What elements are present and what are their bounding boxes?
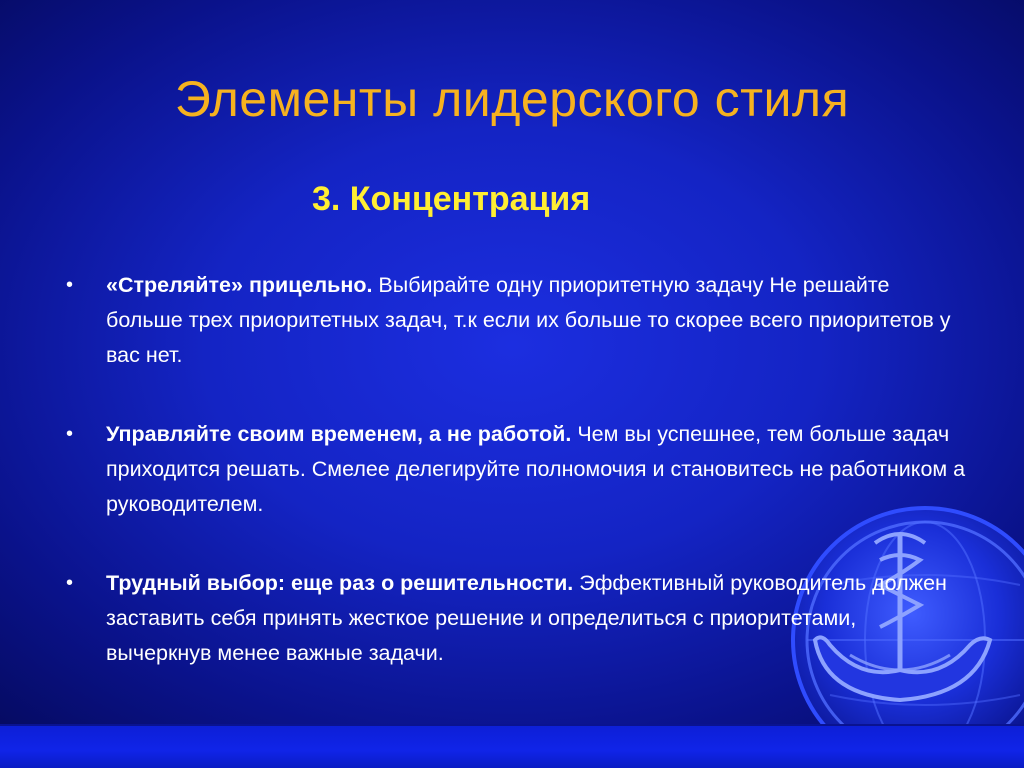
- bullet-body-text: Эффективный руководитель должен заставить себя принять жесткое решение и определиться с приоритетами, вычеркнув менее важные задачи.: [106, 571, 947, 665]
- slide-title: Элементы лидерского стиля: [174, 71, 850, 127]
- bullet-lead-text: Трудный выбор: еще раз о решительности.: [106, 571, 574, 595]
- bottom-decorative-band: [0, 724, 1024, 768]
- bullet-body-text: Чем вы успешнее, тем больше задач приходится решать. Смелее делегируйте полномочия и становитесь не работником а руководителем.: [106, 422, 966, 516]
- bullet-list: [66, 268, 966, 715]
- bullet-marker: •: [66, 423, 74, 445]
- list-item: [66, 417, 966, 522]
- bullet-lead-text: Управляйте своим временем, а не работой.: [106, 422, 572, 446]
- bullet-marker: •: [66, 572, 74, 594]
- bullet-body-text: Выбирайте одну приоритетную задачу Не решайте больше трех приоритетных задач, т.к если их больше то скорее всего приоритетов у вас нет.: [106, 273, 951, 367]
- bullet-marker: •: [66, 274, 74, 296]
- list-item: [66, 566, 966, 671]
- slide-subtitle: 3. Концентрация: [312, 180, 591, 218]
- list-item: [66, 268, 966, 373]
- bullet-lead-text: «Стреляйте» прицельно.: [106, 273, 373, 297]
